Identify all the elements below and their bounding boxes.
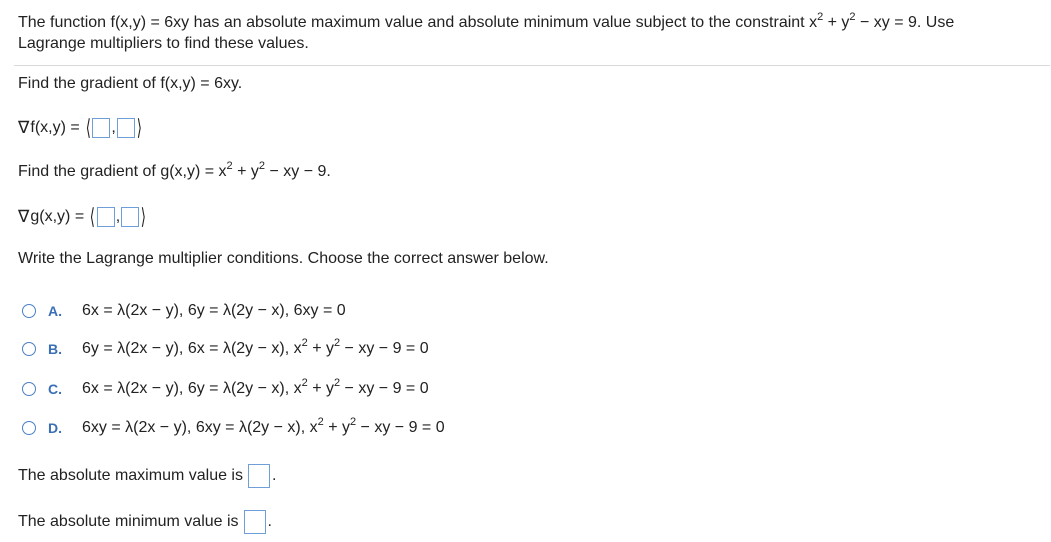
option-c[interactable]	[22, 377, 429, 398]
period: .	[271, 467, 277, 484]
step3-prompt: Write the Lagrange multiplier conditions. Choose the correct answer below.	[18, 250, 549, 267]
problem-statement	[18, 13, 1043, 54]
exponent: 2	[349, 416, 357, 428]
divider	[14, 65, 1050, 66]
option-text: 6x = λ(2x − y), 6y = λ(2y − x), 6xy = 0	[82, 302, 346, 319]
exponent: 2	[258, 160, 266, 172]
gradient-g-y-input[interactable]	[121, 207, 139, 227]
option-text-part: + y	[307, 380, 334, 397]
max-value-input[interactable]	[248, 464, 270, 488]
max-value-row	[18, 464, 276, 488]
gradient-g-label: g(x,y) =	[30, 208, 85, 225]
exponent: 2	[301, 377, 308, 389]
exponent: 2	[333, 377, 341, 389]
option-d[interactable]	[22, 416, 445, 437]
gradient-f-x-input[interactable]	[92, 118, 110, 138]
exponent: 2	[817, 11, 824, 23]
option-text-part: 6y = λ(2x − y), 6x = λ(2y − x), x	[82, 340, 302, 357]
comma: ,	[115, 208, 121, 225]
exponent: 2	[849, 11, 856, 23]
min-value-label: The absolute minimum value is	[18, 513, 239, 530]
radio-button[interactable]	[22, 342, 36, 356]
problem-text: The function f(x,y) = 6xy has an absolute maximum value and absolute minimum value subject to the constraint x	[18, 14, 818, 31]
step2-text: Find the gradient of g(x,y) = x	[18, 163, 227, 180]
nabla-symbol: ∇	[18, 207, 30, 226]
option-text-part: + y	[307, 340, 334, 357]
gradient-f-row	[18, 117, 143, 139]
option-text-part: + y	[323, 419, 350, 436]
option-b[interactable]	[22, 337, 429, 358]
option-text-part: − xy − 9 = 0	[340, 380, 429, 397]
option-text	[82, 416, 445, 437]
radio-button[interactable]	[22, 421, 36, 435]
left-angle-bracket: ⟨	[89, 204, 96, 229]
option-letter: A.	[48, 303, 62, 319]
exponent: 2	[317, 416, 324, 428]
problem-text: Lagrange multipliers to find these values.	[18, 35, 309, 52]
option-text-part: 6x = λ(2x − y), 6y = λ(2y − x), x	[82, 380, 302, 397]
problem-text: − xy = 9. Use	[855, 14, 955, 31]
min-value-row	[18, 510, 272, 534]
radio-button[interactable]	[22, 382, 36, 396]
step1-prompt: Find the gradient of f(x,y) = 6xy.	[18, 75, 243, 92]
left-angle-bracket: ⟨	[85, 115, 91, 140]
comma: ,	[111, 119, 116, 136]
exponent: 2	[226, 160, 233, 172]
option-a[interactable]	[22, 302, 346, 320]
gradient-f-y-input[interactable]	[117, 118, 135, 138]
option-letter: D.	[48, 420, 62, 436]
step2-text: + y	[232, 163, 259, 180]
period: .	[267, 513, 272, 530]
exponent: 2	[301, 337, 308, 349]
nabla-symbol: ∇	[18, 118, 30, 137]
min-value-input[interactable]	[244, 510, 266, 534]
option-letter: B.	[48, 341, 62, 357]
option-letter: C.	[48, 381, 62, 397]
gradient-g-x-input[interactable]	[97, 207, 115, 227]
option-text-part: − xy − 9 = 0	[340, 340, 429, 357]
radio-button[interactable]	[22, 304, 36, 318]
right-angle-bracket: ⟩	[140, 204, 147, 229]
step2-text: − xy − 9.	[265, 163, 331, 180]
step2-prompt	[18, 160, 331, 181]
problem-text: + y	[823, 14, 850, 31]
max-value-label: The absolute maximum value is	[18, 467, 243, 484]
option-text-part: − xy − 9 = 0	[356, 419, 445, 436]
gradient-f-label: f(x,y) =	[30, 119, 80, 136]
option-text	[82, 337, 429, 358]
right-angle-bracket: ⟩	[136, 115, 142, 140]
gradient-g-row	[18, 206, 148, 228]
option-text	[82, 377, 429, 398]
option-text-part: 6xy = λ(2x − y), 6xy = λ(2y − x), x	[82, 419, 318, 436]
exponent: 2	[333, 337, 341, 349]
